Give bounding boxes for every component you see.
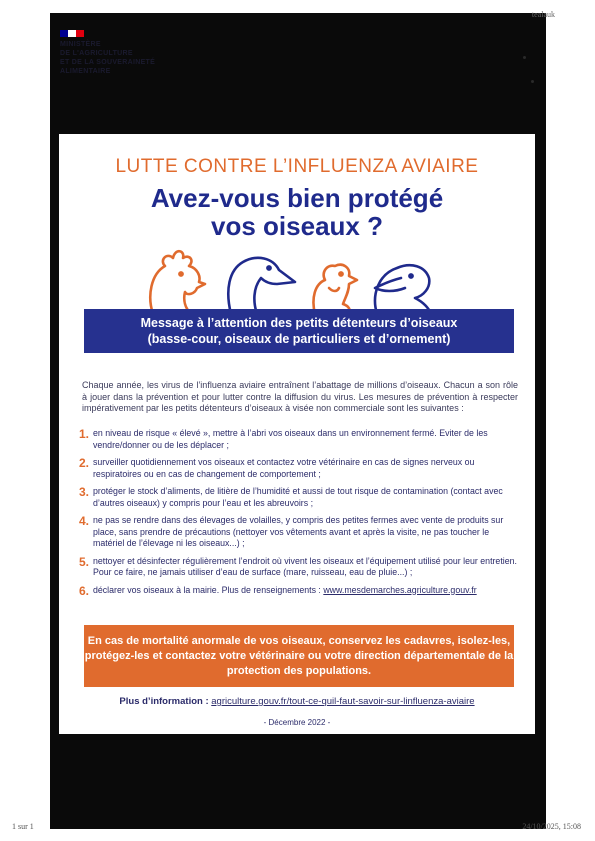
measure-text: ne pas se rendre dans des élevages de volailles, y compris des petites fermes avec vente de produits sur place, sans prendre de précautions (nettoyer vos vêtements avant et après la visite, ne pas toucher le matériel de l’élevage ni les oiseaux...) ; (93, 515, 504, 548)
scan-header-text: tealauk (531, 10, 555, 19)
measure-number: 1. (79, 427, 90, 441)
measures-list (79, 428, 519, 603)
measure-number: 2. (79, 456, 90, 470)
measure-text: protéger le stock d’aliments, de litière de l’humidité et aussi de tout risque de contamination (contact avec d’autres oiseaux) y compris pour l’eau et les abreuvoirs ; (93, 486, 503, 508)
audience-banner (84, 309, 514, 353)
intro-paragraph: Chaque année, les virus de l’influenza aviaire entraînent l’abattage de millions d’oiseaux. Chacun a son rôle à jouer dans la prévention et pour lutter contre la diffusion du virus. Les mesures de prévention à respecter impérativement par les petits détenteurs d’oiseaux à visée non commerciale sont les suivantes : (82, 380, 518, 413)
page-counter: 1 sur 1 (12, 822, 34, 831)
list-item (79, 585, 519, 597)
list-item (79, 486, 519, 509)
list-item (79, 457, 519, 480)
poster-date: - Décembre 2022 - (263, 718, 331, 727)
list-item (79, 428, 519, 451)
measure-text: en niveau de risque « élevé », mettre à l’abri vos oiseaux dans un environnement fermé. Eviter de les vendre/donner ou de les déplacer ; (93, 428, 488, 450)
measure-text (93, 585, 519, 597)
mortality-alert-banner: En cas de mortalité anormale de vos oiseaux, conservez les cadavres, isolez-les, protégez-les et contactez votre vétérinaire ou votre direction départementale de la protection des populations. (84, 625, 514, 687)
more-information-link[interactable]: agriculture.gouv.fr/tout-ce-quil-faut-savoir-sur-linfluenza-aviaire (211, 696, 475, 707)
scan-speck (523, 56, 526, 59)
headline-line-2: vos oiseaux ? (211, 211, 383, 241)
measure-text: surveiller quotidiennement vos oiseaux et contactez votre vétérinaire en cas de signes nerveux ou respiratoires ou en cas de changement de comportement ; (93, 457, 475, 479)
poster (59, 134, 535, 734)
measure-number: 3. (79, 485, 90, 499)
scan-speck (531, 80, 534, 83)
measure-text: nettoyer et désinfecter régulièrement l’endroit où vivent les oiseaux et l’équipement utilisé pour leur entretien. Pour ce faire, ne jamais utiliser d’eau de surface (mare, ruisseau, eau de pluie...) ; (93, 555, 517, 577)
more-information (59, 696, 535, 707)
poster-kicker: LUTTE CONTRE L’INFLUENZA AVIAIRE (115, 156, 479, 177)
more-information-label: Plus d’information : (119, 696, 212, 707)
poultry-heads-icon (139, 244, 459, 316)
mesdemarches-link[interactable]: www.mesdemarches.agriculture.gouv.fr (323, 584, 477, 595)
poster-headline (59, 184, 535, 240)
measure-number: 5. (79, 554, 90, 569)
list-item (79, 556, 519, 579)
print-timestamp: 24/10/2025, 15:08 (522, 822, 581, 831)
republic-flag-icon (60, 30, 84, 37)
audience-banner-line-2: (basse-cour, oiseaux de particuliers et d’ornement) (147, 332, 451, 346)
measure-text-body: déclarer vos oiseaux à la mairie. Plus de renseignements : (93, 584, 324, 595)
headline-line-1: Avez-vous bien protégé (150, 183, 444, 213)
measure-number: 6. (79, 583, 90, 598)
measure-number: 4. (79, 514, 90, 528)
list-item (79, 515, 519, 550)
ministry-logo-text: MINISTÈRE DE L'AGRICULTURE ET DE LA SOUVERAINETÉ ALIMENTAIRE (60, 41, 156, 75)
audience-banner-line-1: Message à l’attention des petits détenteurs d’oiseaux (140, 316, 458, 330)
